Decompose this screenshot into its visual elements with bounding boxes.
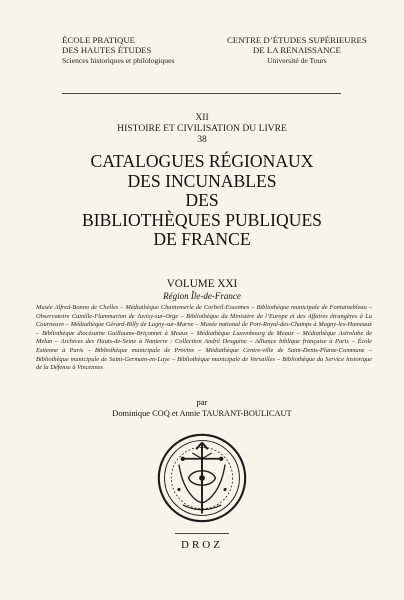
title-line: DE FRANCE xyxy=(153,229,251,250)
header-left-line1: ÉCOLE PRATIQUE xyxy=(62,35,136,45)
header-right-line2: DE LA RENAISSANCE xyxy=(252,45,341,56)
series-name: HISTOIRE ET CIVILISATION DU LIVRE xyxy=(117,123,287,135)
series-volume-number: 38 xyxy=(197,134,207,146)
book-title xyxy=(0,152,404,250)
series-number: XII xyxy=(195,112,209,123)
title-line: BIBLIOTHÈQUES PUBLIQUES xyxy=(82,209,322,230)
series-block xyxy=(0,112,404,146)
publisher-emblem-icon xyxy=(154,430,250,526)
authors: Dominique COQ et Annie TAURANT-BOULICAUT xyxy=(112,409,292,418)
header-right-institution xyxy=(227,35,367,66)
title-line: DES INCUNABLES xyxy=(127,170,277,191)
bottom-divider xyxy=(175,533,229,534)
volume-region: Région Île-de-France xyxy=(163,291,241,301)
volume-label: VOLUME XXI xyxy=(166,278,238,290)
header-right-line1: CENTRE D’ÉTUDES SUPÉRIEURES xyxy=(227,35,367,45)
by-word: par xyxy=(196,397,208,407)
title-line: CATALOGUES RÉGIONAUX xyxy=(90,151,314,171)
header-left-institution xyxy=(62,35,174,66)
top-divider xyxy=(62,93,341,94)
header-right-line3: Université de Tours xyxy=(267,55,327,65)
library-list: Musée Alfred-Bonno de Chelles – Médiathèque Chantemerle de Corbeil-Essonnes – Bibliothèque municipale de Fontainebleau – Observatoire Camille-Flammarion de Juvisy-sur-Orge – Bibliothèque du Ministère de l’Europe et des Affaires étrangères à La Courneuve – Médiathèque Gérard-Billy de Lagny-sur-Marne – Musée national de Port-Royal-des-Champs à Magny-les-Hameaux – Bibliothèque diocésaine Guillaume-Briçonnet à Meaux – Médiathèque Luxembourg de Meaux – Médiathèque Astrolabe de Melun – Archives des Hauts-de-Seine à Nanterre : Collection André Desguine – Alliance biblique française à Paris – École Estienne à Paris – Bibliothèque municipale de Provins – Médiathèque Centre-ville de Saint-Denis-Plaine-Commune – Bibliothèque municipale de Saint-Germain-en-Laye – Bibliothèque municipale de Versailles – Bibliothèque du Service historique de la Défense à Vincennes xyxy=(36,304,372,372)
volume-block xyxy=(0,278,404,302)
header-left-line2: DES HAUTES ÉTUDES xyxy=(62,45,152,56)
header-left-line3: Sciences historiques et philologiques xyxy=(62,55,175,65)
publisher-name: DROZ xyxy=(181,539,223,551)
title-line: DES xyxy=(185,190,219,211)
